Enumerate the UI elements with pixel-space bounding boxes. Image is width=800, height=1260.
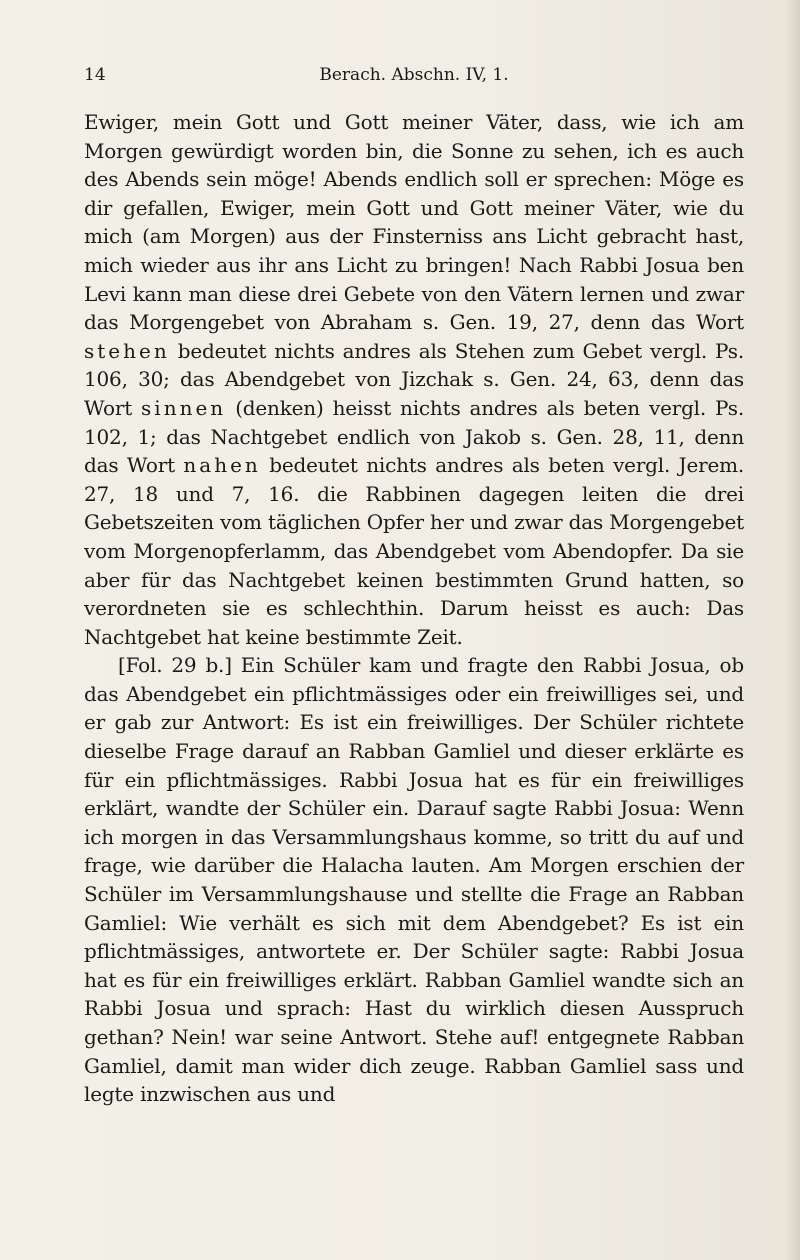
- page-number: 14: [84, 65, 106, 85]
- page-edge-shadow: [786, 0, 800, 1260]
- text-segment: bedeutet nichts andres als Stehen zum Gebet vergl. Ps. 106, 30; das Abendgebet von Jizchak s. Gen. 24, 63, denn das Wort: [84, 338, 744, 420]
- text-segment: bedeutet nichts andres als beten vergl. Jerem. 27, 18 und 7, 16. die Rabbinen dagegen leiten die drei Gebetszeiten vom täglichen Opfer her und zwar das Morgengebet vom Morgenopferlamm, das Abendgebet vom Abendopfer. Da sie aber für das Nachtgebet keinen bestimmten Grund hatten, so verordneten sie es schlechthin. Darum heisst es auch: Das Nachtgebet hat keine bestimmte Zeit.: [84, 453, 744, 649]
- emphasized-word: nahen: [183, 453, 261, 478]
- emphasized-word: stehen: [84, 338, 170, 363]
- page-header: [84, 62, 744, 88]
- paragraph-1: [84, 108, 744, 651]
- emphasized-word: sinnen: [141, 395, 227, 420]
- text-segment: (denken) heisst nichts andres als beten vergl. Ps. 102, 1; das Nachtgebet endlich von Jakob s. Gen. 28, 11, denn das Wort: [84, 395, 744, 478]
- body-text: [84, 108, 744, 1109]
- text-segment: Ewiger, mein Gott und Gott meiner Väter, dass, wie ich am Morgen gewürdigt worden bin, die Sonne zu sehen, ich es auch des Abends sein möge! Abends endlich soll er sprechen: Möge es dir gefallen, Ewiger, mein Gott und Gott meiner Väter, wie du mich (am Morgen) aus der Finsterniss ans Licht gebracht hast, mich wieder aus ihr ans Licht zu bringen! Nach Rabbi Josua ben Levi kann man diese drei Gebete von den Vätern lernen und zwar das Morgengebet von Abraham s. Gen. 19, 27, denn das Wort: [84, 110, 744, 335]
- paragraph-2: [Fol. 29 b.] Ein Schüler kam und fragte den Rabbi Josua, ob das Abendgebet ein pflichtmässiges oder ein freiwilliges sei, und er gab zur Antwort: Es ist ein freiwilliges. Der Schüler richtete dieselbe Frage darauf an Rabban Gamliel und dieser erklärte es für ein pflichtmässiges. Rabbi Josua hat es für ein freiwilliges erklärt, wandte der Schüler ein. Darauf sagte Rabbi Josua: Wenn ich morgen in das Versammlungshaus komme, so tritt du auf und frage, wie darüber die Halacha lauten. Am Morgen erschien der Schüler im Versammlungshause und stellte die Frage an Rabban Gamliel: Wie verhält es sich mit dem Abendgebet? Es ist ein pflichtmässiges, antwortete er. Der Schüler sagte: Rabbi Josua hat es für ein freiwilliges erklärt. Rabban Gamliel wandte sich an Rabbi Josua und sprach: Hast du wirklich diesen Ausspruch gethan? Nein! war seine Antwort. Stehe auf! entgegnete Rabban Gamliel, damit man wider dich zeuge. Rabban Gamliel sass und legte inzwischen aus und: [84, 653, 744, 1107]
- running-title: Berach. Abschn. IV, 1.: [319, 65, 509, 85]
